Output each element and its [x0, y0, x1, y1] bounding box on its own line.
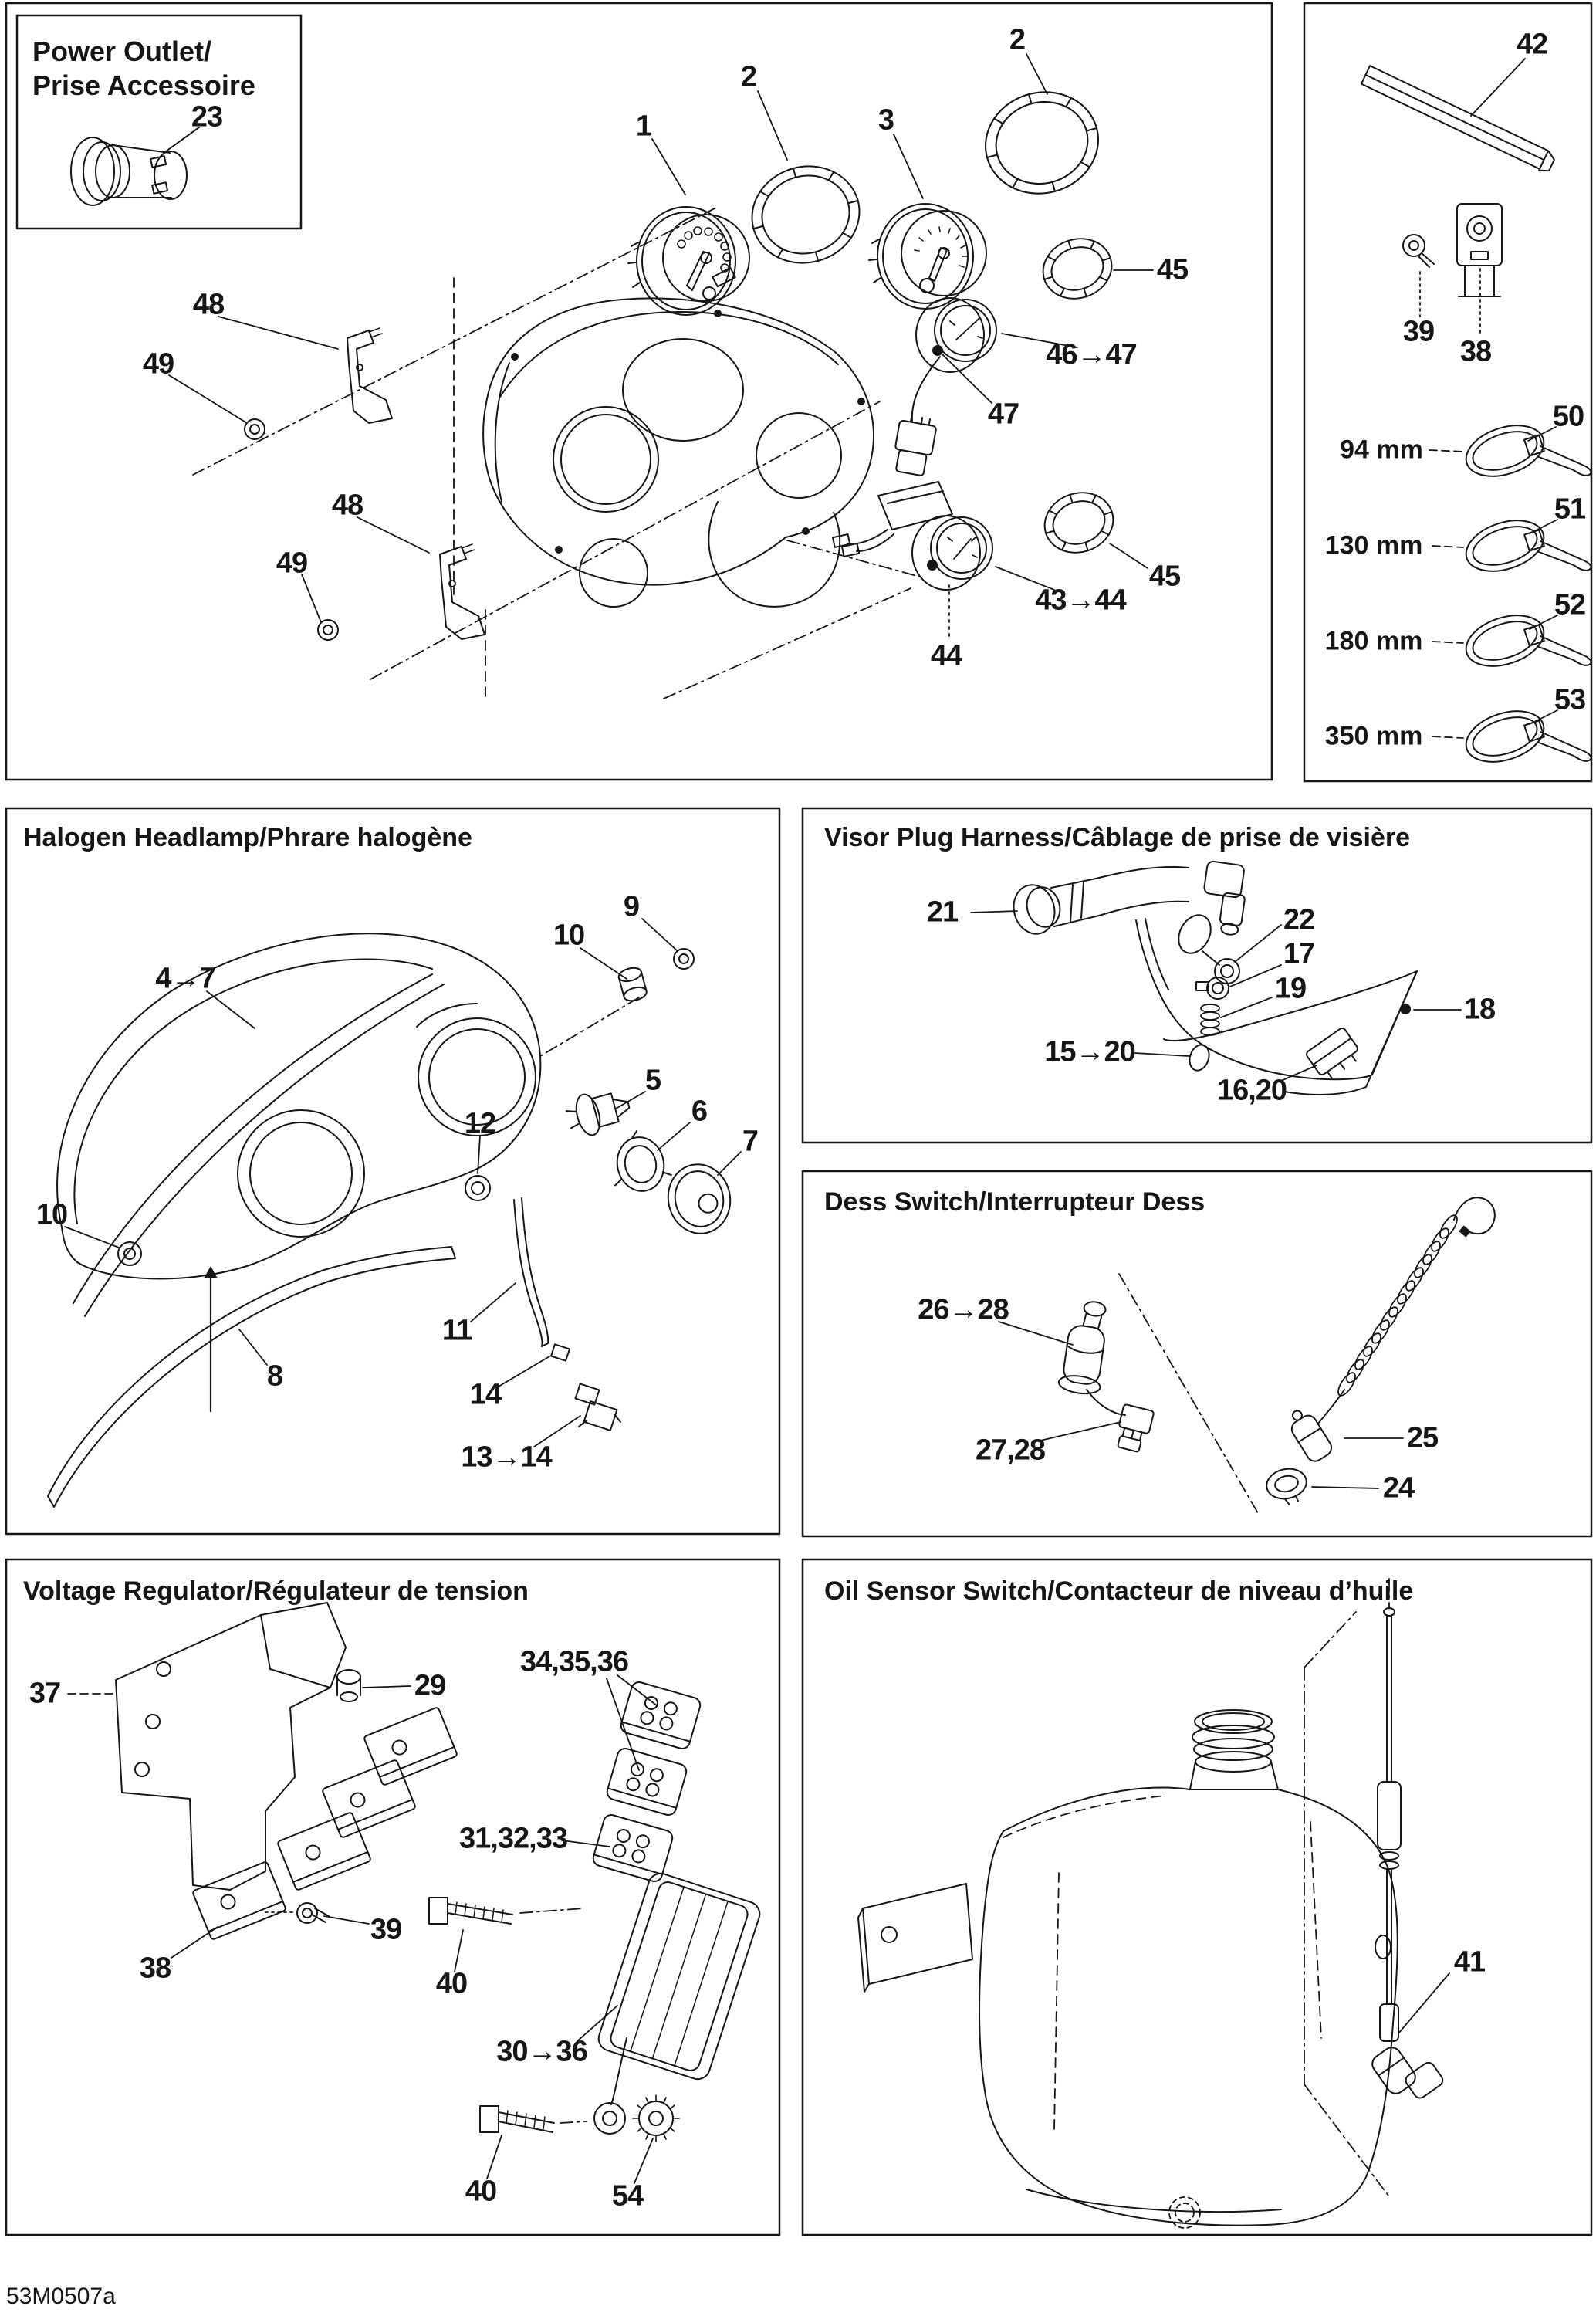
part-label: 23 [191, 100, 223, 134]
part-label: 14 [469, 1378, 502, 1411]
dess-switch-art [999, 1197, 1495, 1513]
part-label: 94 mm [1340, 435, 1423, 465]
part-label: 24 [1382, 1471, 1415, 1505]
panel-title-voltage: Voltage Regulator/Régulateur de tension [23, 1576, 529, 1606]
part-label: 54 [611, 2179, 644, 2213]
part-label: 19 [1274, 972, 1307, 1005]
panel-title-oil: Oil Sensor Switch/Contacteur de niveau d’huile [824, 1576, 1414, 1606]
part-label: 12 [464, 1107, 496, 1140]
headlamp-art [48, 919, 741, 1507]
part-label: 43→44 [1035, 584, 1126, 617]
part-label: 5 [644, 1064, 661, 1097]
part-label: 50 [1552, 400, 1584, 433]
part-label: 22 [1283, 903, 1315, 936]
part-label: 6 [691, 1095, 708, 1128]
part-label: 49 [142, 347, 174, 381]
part-label: 48 [331, 489, 363, 522]
inset-title-line2: Prise Accessoire [32, 69, 255, 101]
part-label: 3 [877, 103, 894, 137]
part-label: 27,28 [975, 1434, 1046, 1467]
part-label: 49 [276, 547, 308, 580]
panel-title-headlamp: Halogen Headlamp/Phrare halogène [23, 823, 472, 852]
oil-sensor-art [858, 1579, 1449, 2228]
part-label: 10 [36, 1198, 68, 1231]
part-label: 48 [192, 288, 225, 321]
part-label: 42 [1516, 28, 1548, 61]
part-label: 18 [1463, 993, 1496, 1026]
part-label: 9 [623, 890, 640, 923]
part-label: 10 [553, 919, 585, 952]
part-label: 52 [1554, 588, 1586, 621]
part-label: 2 [1009, 23, 1026, 56]
part-label: 21 [926, 896, 959, 929]
part-label: 39 [1402, 315, 1435, 348]
part-label: 41 [1453, 1945, 1486, 1979]
part-label: 38 [1459, 335, 1492, 368]
doc-code: 53M0507a [6, 2284, 116, 2309]
part-label: 45 [1148, 560, 1181, 593]
part-label: 29 [414, 1669, 446, 1702]
instrument-cluster-art [169, 54, 1153, 699]
part-label: 45 [1156, 253, 1189, 286]
inset-title-line1: Power Outlet/ [32, 36, 212, 67]
part-label: 34,35,36 [520, 1645, 628, 1678]
part-label: 13→14 [461, 1441, 552, 1474]
part-label: 31,32,33 [459, 1822, 567, 1855]
part-label: 16,20 [1216, 1074, 1287, 1107]
part-label: 350 mm [1324, 721, 1423, 751]
part-label: 30→36 [496, 2035, 587, 2068]
part-label: 2 [740, 60, 757, 93]
part-label: 15→20 [1044, 1035, 1135, 1068]
part-label: 1 [635, 110, 652, 143]
part-label: 4→7 [155, 962, 215, 995]
part-label: 44 [930, 639, 962, 672]
part-label: 25 [1406, 1421, 1439, 1454]
part-label: 11 [441, 1314, 472, 1347]
part-label: 37 [29, 1677, 61, 1710]
power-outlet-art [71, 127, 199, 205]
part-label: 8 [266, 1359, 283, 1393]
part-label: 38 [139, 1952, 171, 1985]
part-label: 7 [742, 1125, 759, 1158]
part-label: 51 [1554, 493, 1586, 526]
part-label: 46→47 [1046, 338, 1137, 371]
part-label: 26→28 [918, 1293, 1009, 1326]
part-label: 47 [987, 398, 1019, 431]
part-label: 130 mm [1324, 530, 1423, 560]
panel-title-dess: Dess Switch/Interrupteur Dess [824, 1187, 1205, 1217]
part-label: 40 [435, 1967, 468, 2000]
panel-title-visor: Visor Plug Harness/Câblage de prise de visière [824, 823, 1411, 852]
part-label: 39 [370, 1913, 402, 1946]
part-label: 180 mm [1324, 626, 1423, 656]
part-label: 17 [1283, 937, 1315, 970]
part-label: 53 [1554, 683, 1586, 716]
part-label: 40 [465, 2175, 497, 2208]
